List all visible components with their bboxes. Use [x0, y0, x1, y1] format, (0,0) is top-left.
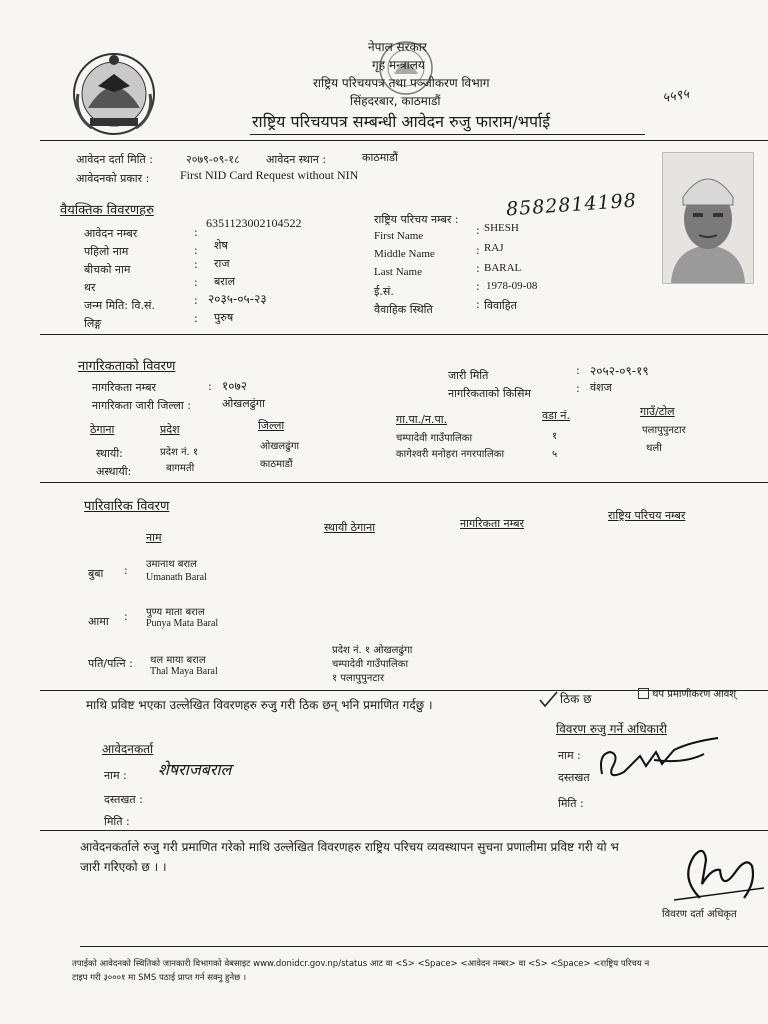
address-header-district: जिल्ला	[258, 419, 285, 432]
marital-status-value: विवाहित	[484, 299, 517, 312]
footer-statement-line2: जारी गरिएको छ । ।	[80, 860, 167, 874]
application-type-value: First NID Card Request without NIN	[180, 168, 359, 182]
issue-date-label: जारी मिति	[448, 369, 489, 382]
marital-status-label: वैवाहिक स्थिति	[374, 303, 433, 316]
address-header-ward: वडा नं.	[542, 409, 570, 422]
header-divider	[40, 140, 768, 141]
family-heading: पारिवारिक विवरण	[84, 499, 170, 514]
address-header-province: प्रदेश	[160, 423, 180, 436]
family-col-nid: राष्ट्रिय परिचय नम्बर	[608, 509, 686, 522]
form-title: राष्ट्रिय परिचयपत्र सम्बन्धी आवेदन रुजु फाराम/भर्पाई	[252, 112, 551, 131]
dob-bs-label: जन्म मिति: वि.सं.	[84, 299, 155, 312]
mother-label: आमा	[88, 615, 109, 628]
status-note-line2: टाइप गरी ३०००१ मा SMS पठाई प्राप्त गर्न सक्नु हुनेछ ।	[72, 973, 247, 983]
permanent-address-label: स्थायी:	[96, 447, 123, 460]
last-name-np-label: थर	[84, 281, 96, 294]
permanent-tole: पलापुपुनटार	[642, 425, 686, 436]
spouse-address-line2: चम्पादेवी गाउँपालिका	[332, 659, 409, 670]
middle-name-en-label: Middle Name	[374, 248, 435, 260]
last-name-en-value: BARAL	[484, 262, 522, 274]
applicant-sign-label: दस्तखत :	[104, 793, 143, 806]
family-col-address: स्थायी ठेगाना	[324, 521, 376, 534]
status-note-line1: तपाईको आवेदनको स्थितिको जानकारी विभागको वेबसाइट www.donidcr.gov.np/status आट वा <S> <Space> <आवेदन नम्बर> वा <S> <Space> <राष्ट्रिय परिचय न	[72, 959, 650, 969]
officer-signature	[594, 734, 724, 790]
applicant-name-label: नाम :	[104, 769, 127, 782]
father-name-en: Umanath Baral	[146, 572, 207, 583]
title-underline	[250, 134, 645, 135]
ok-label: ठिक छ	[560, 692, 592, 706]
government-emblem	[68, 46, 160, 138]
spouse-name-en: Thal Maya Baral	[150, 666, 218, 677]
citizenship-district-value: ओखलढुंगा	[222, 397, 265, 410]
application-number-value: 6351123002104522	[206, 216, 302, 230]
mother-name-en: Punya Mata Baral	[146, 618, 219, 629]
nid-number-label: राष्ट्रिय परिचय नम्बर :	[374, 213, 459, 226]
colon: :	[124, 610, 128, 623]
spouse-label: पति/पत्नि :	[88, 657, 133, 670]
personal-divider	[40, 334, 768, 335]
application-date-label: आवेदन दर्ता मिति :	[76, 153, 154, 166]
address-header-address: ठेगाना	[90, 423, 115, 436]
application-place-value: काठमाडौं	[362, 151, 398, 164]
spouse-address-line3: १ पलापुपुनटार	[332, 673, 385, 684]
nid-number-value: 8582814198	[505, 189, 638, 221]
gender-value: पुरुष	[214, 311, 234, 324]
family-col-name: नाम	[146, 531, 162, 544]
address-header-municipality: गा.पा./न.पा.	[396, 413, 448, 426]
colon: :	[476, 224, 480, 237]
colon: :	[194, 312, 198, 325]
temporary-municipality: कागेश्वरी मनोहरा नगरपालिका	[396, 449, 505, 460]
colon: :	[576, 364, 580, 377]
permanent-district: ओखलढुंगा	[260, 441, 300, 452]
temporary-ward: ५	[552, 449, 558, 460]
father-label: बुबा	[88, 567, 104, 580]
family-col-citizenship: नागरिकता नम्बर	[460, 517, 525, 530]
colon: :	[208, 380, 212, 393]
colon: :	[124, 564, 128, 577]
verification-statement: माथि प्रविष्ट भएका उल्लेखित विवरणहरु रुजु गरी ठिक छन् भनि प्रमाणित गर्दछु ।	[86, 698, 433, 712]
last-name-np-value: बराल	[214, 275, 236, 288]
personal-details-heading: वैयक्तिक विवरणहरु	[60, 203, 154, 218]
father-name-np: उमानाथ बराल	[146, 559, 197, 570]
last-name-en-label: Last Name	[374, 266, 422, 278]
officer-name-label: नाम :	[558, 749, 581, 762]
permanent-ward: १	[552, 431, 558, 442]
gender-label: लिङ्ग	[84, 317, 102, 330]
officer-sign-label: दस्तखत	[558, 771, 590, 784]
issue-date-value: २०५२-०९-१९	[590, 364, 649, 378]
temporary-district: काठमाडौं	[260, 459, 293, 470]
government-name: नेपाल सरकार	[368, 40, 427, 54]
citizenship-type-value: वंशज	[590, 381, 612, 394]
first-name-en-value: SHESH	[484, 222, 519, 234]
permanent-municipality: चम्पादेवी गाउँपालिका	[396, 433, 473, 444]
first-name-en-label: First Name	[374, 230, 424, 242]
citizenship-number-label: नागरिकता नम्बर	[92, 381, 157, 394]
verification-divider	[40, 830, 768, 831]
footer-divider	[80, 946, 768, 947]
applicant-photo	[662, 152, 754, 284]
citizenship-number-value: १०७२	[222, 379, 247, 393]
colon: :	[194, 294, 198, 307]
application-place-label: आवेदन स्थान :	[266, 153, 327, 166]
middle-name-en-value: RAJ	[484, 242, 504, 254]
colon: :	[194, 276, 198, 289]
mother-name-np: पुण्य माता बराल	[146, 607, 205, 618]
application-date-value: २०७९-०९-१८	[186, 153, 240, 166]
citizenship-heading: नागरिकताको विवरण	[78, 359, 176, 374]
middle-name-np-label: बीचको नाम	[84, 263, 131, 276]
handwritten-number: ५५९५	[661, 86, 691, 107]
ministry-name: गृह मन्त्रालय	[372, 58, 425, 72]
officer-date-label: मिति :	[558, 797, 584, 810]
permanent-province: प्रदेश नं. १	[160, 447, 199, 458]
footer-statement-line1: आवेदनकर्ताले रुजु गरी प्रमाणित गरेको माथि उल्लेखित विवरणहरु राष्ट्रिय परिचय व्यवस्थापन सुचना प्रणालीमा प्रविष्ट गरी यो भ	[80, 840, 619, 854]
applicant-date-label: मिति :	[104, 815, 130, 828]
colon: :	[576, 382, 580, 395]
dob-ad-value: 1978-09-08	[486, 280, 538, 292]
colon: :	[476, 262, 480, 275]
first-name-np-value: शेष	[214, 239, 228, 252]
colon: :	[476, 280, 480, 293]
spouse-address-line1: प्रदेश नं. १ ओखलढुंगा	[332, 645, 413, 656]
registrar-label: विवरण दर्ता अधिकृत	[662, 909, 737, 920]
ok-checkbox[interactable]	[538, 690, 558, 708]
application-number-label: आवेदन नम्बर	[84, 227, 138, 240]
citizenship-type-label: नागरिकताको किसिम	[448, 387, 532, 400]
colon: :	[194, 226, 198, 239]
temporary-tole: थली	[646, 443, 662, 454]
first-name-np-label: पहिलो नाम	[84, 245, 129, 258]
application-type-label: आवेदनको प्रकार :	[76, 172, 150, 185]
middle-name-np-value: राज	[214, 257, 230, 270]
colon: :	[476, 298, 480, 311]
spouse-name-np: थल माया बराल	[150, 655, 206, 666]
citizenship-divider	[40, 482, 768, 483]
temporary-address-label: अस्थायी:	[96, 465, 132, 478]
citizenship-district-label: नागरिकता जारी जिल्ला :	[92, 399, 191, 412]
dob-ad-label: ई.सं.	[374, 285, 394, 298]
colon: :	[194, 258, 198, 271]
colon: :	[476, 244, 480, 257]
applicant-heading: आवेदनकर्ता	[102, 742, 154, 756]
officer-heading: विवरण रुजु गर्ने अधिकारी	[556, 722, 667, 736]
extra-verification-label: थप प्रमाणीकरण आवश्	[652, 689, 737, 700]
department-name: राष्ट्रिय परिचयपत्र तथा पञ्जीकरण विभाग	[313, 76, 490, 90]
dob-bs-value: २०३५-०५-२३	[208, 292, 267, 306]
applicant-name-value: शेषराजबराल	[158, 760, 232, 779]
extra-verification-checkbox[interactable]	[638, 688, 649, 699]
temporary-province: बागमती	[166, 463, 195, 474]
registrar-signature	[660, 838, 768, 908]
colon: :	[194, 244, 198, 257]
department-location: सिंहदरबार, काठमाडौं	[350, 94, 441, 108]
address-header-tole: गाउँ/टोल	[640, 405, 675, 418]
